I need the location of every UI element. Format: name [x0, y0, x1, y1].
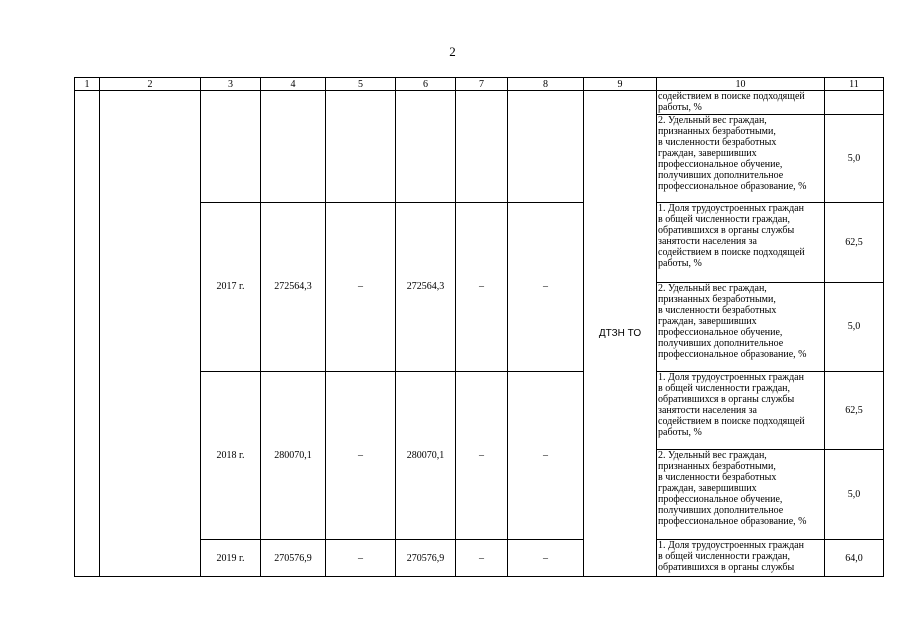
cell-col6 [396, 91, 456, 203]
indicator-text-line: содействием в поиске подходящей [658, 415, 805, 427]
amount-col8: – [508, 203, 584, 372]
column-header: 11 [825, 78, 884, 91]
indicator-text-line: 1. Доля трудоустроенных граждан [658, 540, 804, 551]
indicator-cell [657, 540, 825, 577]
indicator-text-line: обратившихся в органы службы [658, 562, 795, 573]
indicator-text-line: в общей численности граждан, [658, 551, 790, 562]
amount-col5: – [326, 540, 396, 577]
indicator-value: 62,5 [825, 203, 884, 283]
indicator-text-line: профессиональное образование, % [658, 348, 807, 360]
indicator-text-line: 2. Удельный вес граждан, [658, 450, 767, 461]
table-row [75, 91, 884, 115]
indicator-text-line: обратившихся в органы службы [658, 393, 795, 405]
indicator-text-line: работы, % [658, 258, 702, 269]
column-header: 2 [100, 78, 201, 91]
cell-col4 [261, 91, 326, 203]
indicator-text-line: занятости населения за [658, 236, 757, 247]
column-header: 5 [326, 78, 396, 91]
column-header: 10 [657, 78, 825, 91]
indicator-text-line: признанных безработными, [658, 126, 776, 137]
cell-col8 [508, 91, 584, 203]
indicator-cell [657, 91, 825, 115]
column-header: 3 [201, 78, 261, 91]
cell-col5 [326, 91, 396, 203]
indicator-value: 5,0 [825, 282, 884, 371]
indicator-cell [657, 203, 825, 283]
indicator-text-line: профессиональное обучение, [658, 494, 783, 505]
indicator-text-line: обратившихся в органы службы [658, 225, 795, 236]
indicator-value: 5,0 [825, 450, 884, 540]
amount-col5: – [326, 203, 396, 372]
indicator-text-line: профессиональное обучение, [658, 159, 783, 170]
indicator-value [825, 91, 884, 115]
column-header: 8 [508, 78, 584, 91]
amount-col5: – [326, 371, 396, 540]
table-body [75, 78, 884, 577]
indicator-cell [657, 371, 825, 450]
indicator-text-line: получивших дополнительное [658, 170, 784, 181]
indicator-text-line: 1. Доля трудоустроенных граждан [658, 371, 804, 383]
column-header: 4 [261, 78, 326, 91]
indicator-text-line: работы, % [658, 102, 702, 113]
amount-total: 272564,3 [261, 203, 326, 372]
indicator-text-line: содействием в поиске подходящей [658, 91, 805, 102]
indicator-text-line: 1. Доля трудоустроенных граждан [658, 203, 804, 214]
indicator-text-line: профессиональное образование, % [658, 181, 807, 192]
indicator-text-line: граждан, завершивших [658, 315, 757, 327]
indicator-text-line: профессиональное обучение, [658, 326, 783, 338]
amount-col8: – [508, 540, 584, 577]
amount-col6: 280070,1 [396, 371, 456, 540]
department-cell: ДТЗН ТО [584, 91, 657, 577]
indicator-text-line: граждан, завершивших [658, 148, 757, 159]
amount-col7: – [456, 203, 508, 372]
indicator-text-line: граждан, завершивших [658, 483, 757, 494]
indicator-text-line: в численности безработных [658, 304, 777, 316]
column-header: 6 [396, 78, 456, 91]
amount-col7: – [456, 540, 508, 577]
indicator-text-line: содействием в поиске подходящей [658, 247, 805, 258]
year-cell: 2019 г. [201, 540, 261, 577]
indicator-text-line: в численности безработных [658, 137, 777, 148]
column-header: 1 [75, 78, 100, 91]
year-cell: 2018 г. [201, 371, 261, 540]
program-table [74, 77, 884, 577]
cell-col1 [75, 91, 100, 577]
indicator-cell [657, 450, 825, 540]
cell-col2 [100, 91, 201, 577]
indicator-text-line: в общей численности граждан, [658, 382, 790, 394]
indicator-text-line: 2. Удельный вес граждан, [658, 115, 767, 126]
indicator-value: 5,0 [825, 115, 884, 203]
cell-col3 [201, 91, 261, 203]
indicator-value: 64,0 [825, 540, 884, 577]
amount-total: 270576,9 [261, 540, 326, 577]
indicator-value: 62,5 [825, 371, 884, 450]
indicator-text-line: занятости населения за [658, 404, 757, 416]
page-number: 2 [449, 44, 456, 59]
indicator-text-line: признанных безработными, [658, 293, 776, 305]
amount-total: 280070,1 [261, 371, 326, 540]
amount-col7: – [456, 371, 508, 540]
indicator-text-line: получивших дополнительное [658, 505, 784, 516]
cell-col7 [456, 91, 508, 203]
indicator-text-line: 2. Удельный вес граждан, [658, 282, 767, 294]
indicator-text-line: работы, % [658, 426, 702, 438]
indicator-cell [657, 115, 825, 203]
amount-col6: 272564,3 [396, 203, 456, 372]
amount-col6: 270576,9 [396, 540, 456, 577]
indicator-text-line: в численности безработных [658, 472, 777, 483]
column-header: 9 [584, 78, 657, 91]
indicator-cell [657, 282, 825, 371]
column-header: 7 [456, 78, 508, 91]
year-cell: 2017 г. [201, 203, 261, 372]
indicator-text-line: признанных безработными, [658, 461, 776, 472]
indicator-text-line: получивших дополнительное [658, 337, 784, 349]
indicator-text-line: профессиональное образование, % [658, 516, 807, 527]
column-numbers-row [75, 78, 884, 91]
amount-col8: – [508, 371, 584, 540]
indicator-text-line: в общей численности граждан, [658, 214, 790, 225]
